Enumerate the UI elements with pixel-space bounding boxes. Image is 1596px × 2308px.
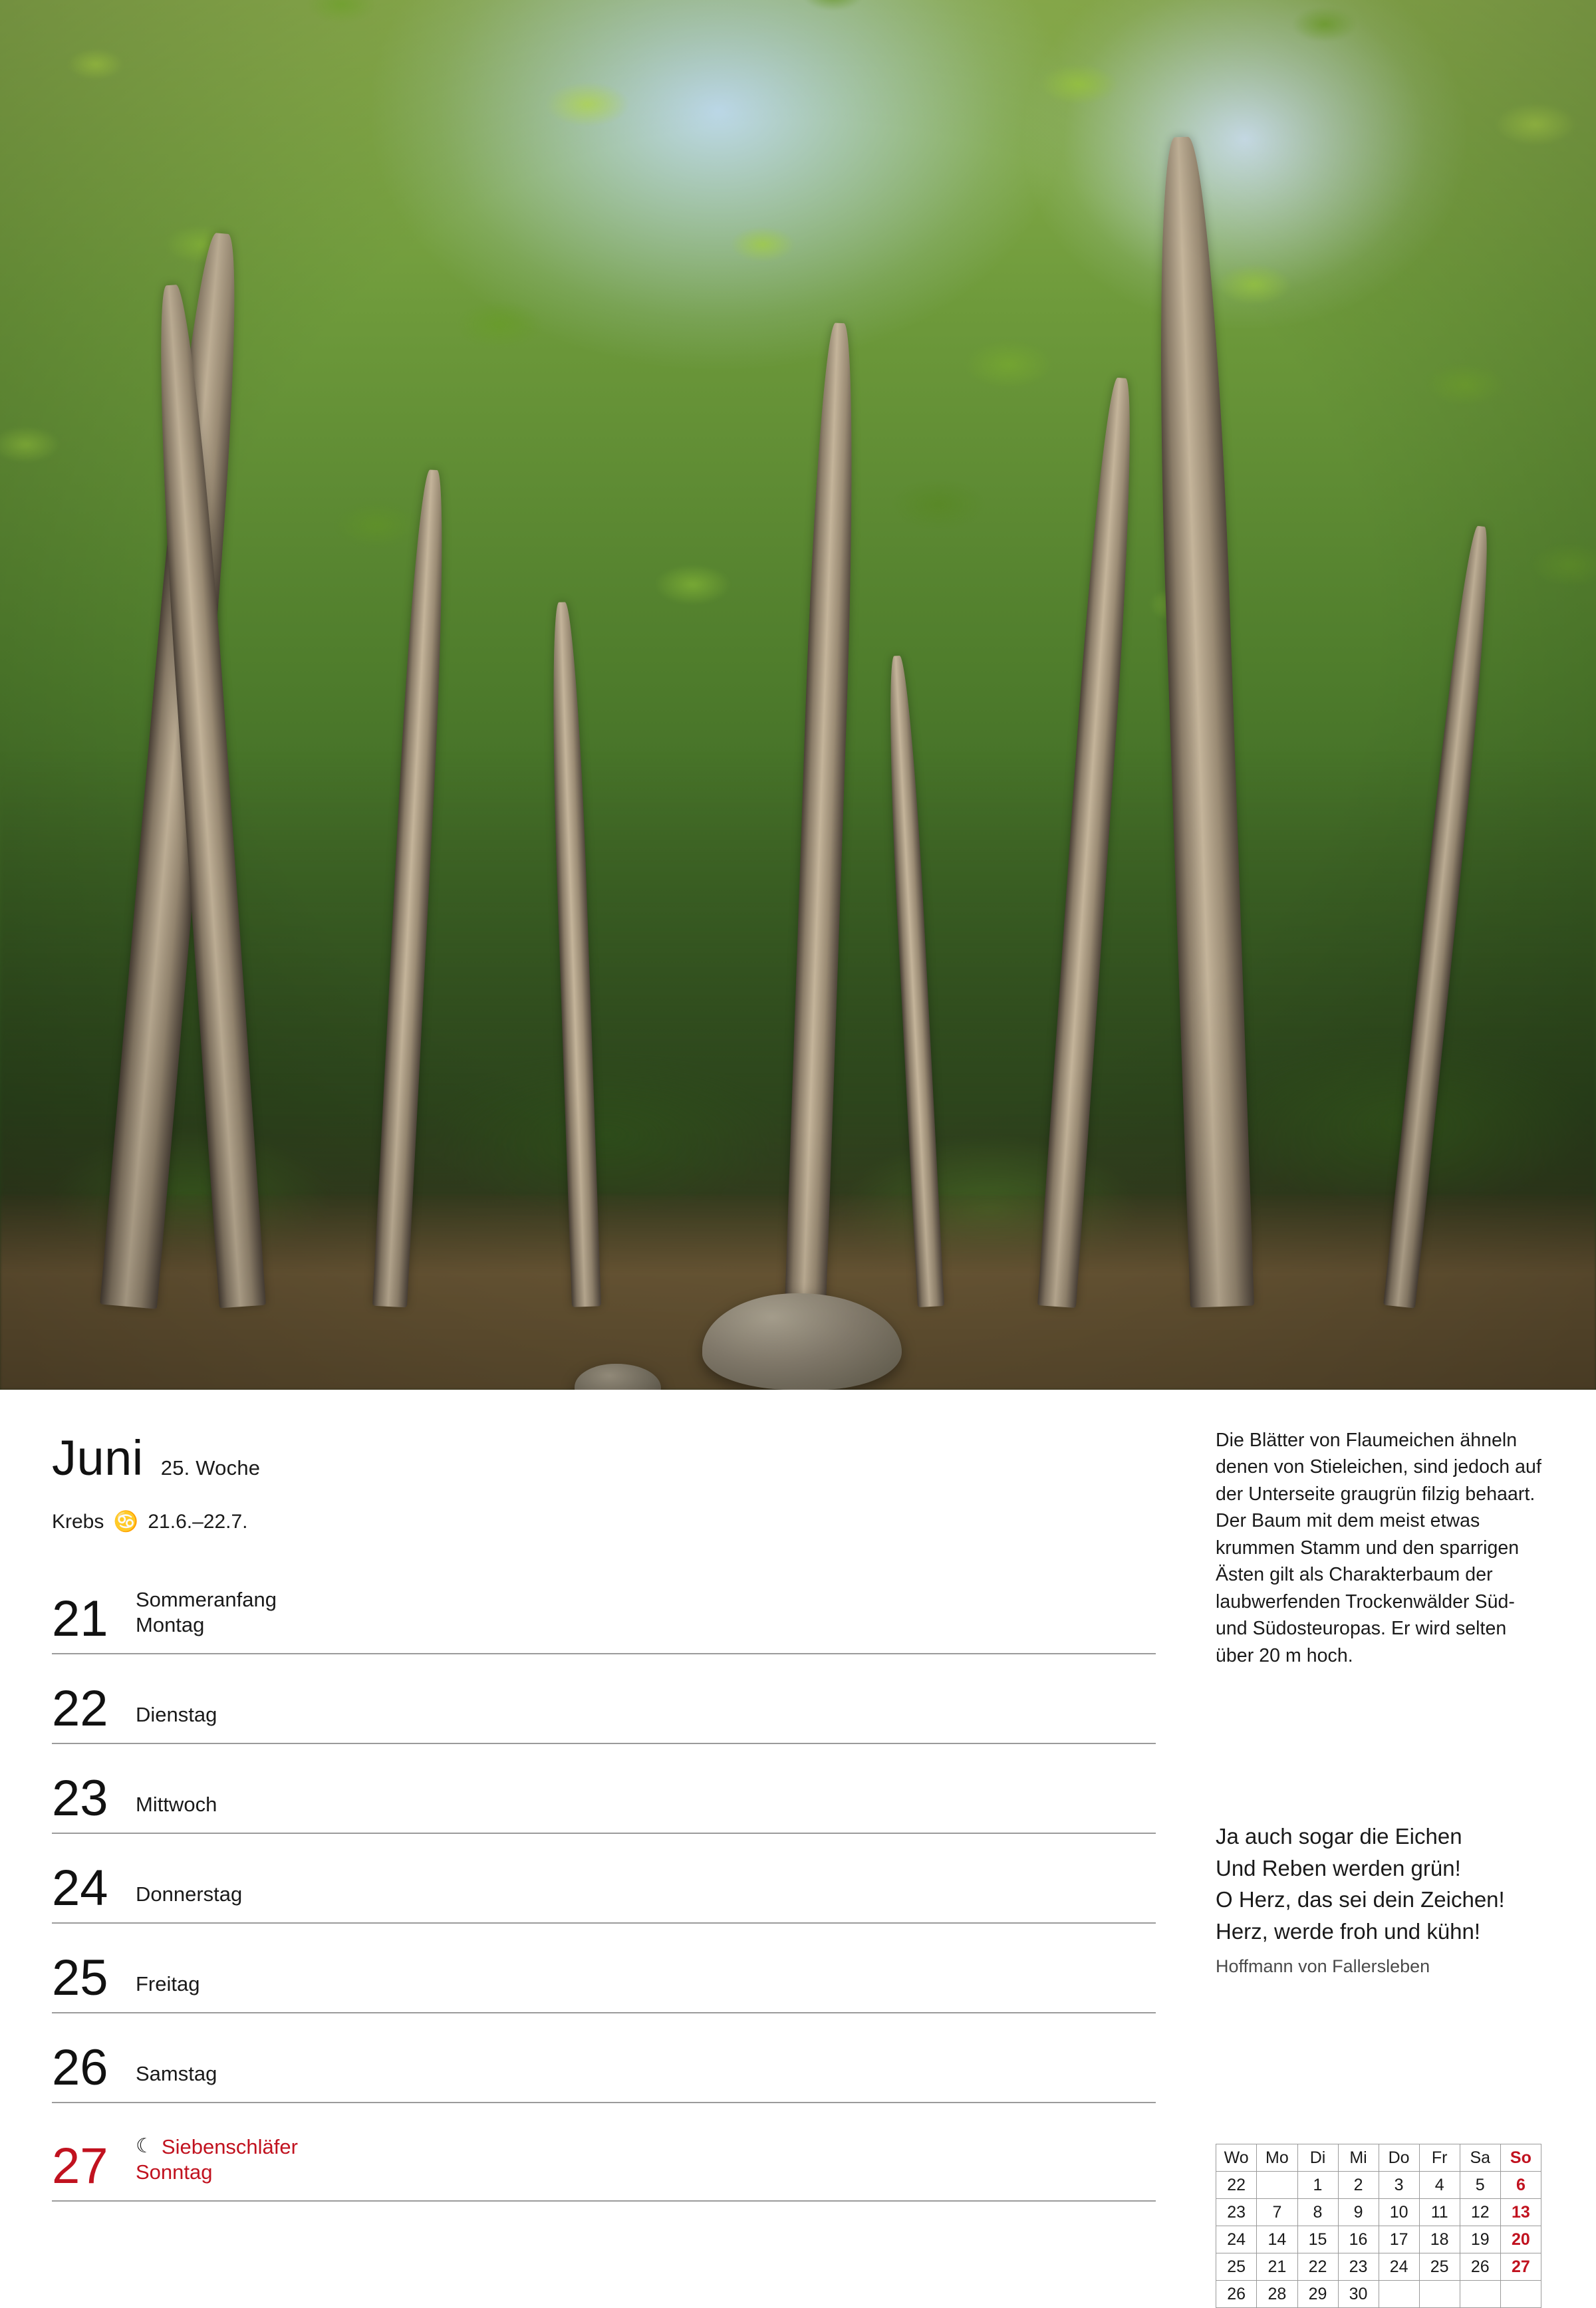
day-weekday: Dienstag	[136, 1703, 217, 1727]
mini-calendar-row	[1216, 2226, 1541, 2253]
mini-header-fr: Fr	[1419, 2144, 1460, 2172]
mini-day-cell: 12	[1460, 2199, 1500, 2226]
mini-week-number: 24	[1216, 2226, 1257, 2253]
mini-day-cell: 2	[1338, 2172, 1379, 2199]
day-number: 26	[52, 2039, 108, 2096]
mini-day-cell: 23	[1338, 2253, 1379, 2281]
day-list	[52, 1556, 1156, 2202]
day-note: Siebenschläfer	[161, 2134, 298, 2158]
mini-day-cell: 3	[1379, 2172, 1419, 2199]
mini-calendar-row	[1216, 2172, 1541, 2199]
mini-day-cell-sunday: 20	[1500, 2226, 1541, 2253]
mini-day-cell: 16	[1338, 2226, 1379, 2253]
mini-calendar-row	[1216, 2281, 1541, 2308]
mini-day-cell: 25	[1419, 2253, 1460, 2281]
day-number: 24	[52, 1859, 108, 1916]
mini-day-cell-sunday	[1500, 2281, 1541, 2308]
day-note-line	[136, 2134, 1156, 2160]
quote-author: Hoffmann von Fallersleben	[1216, 1956, 1430, 1977]
day-number: 22	[52, 1680, 108, 1737]
day-note: Sommeranfang	[136, 1587, 277, 1611]
mini-header-mi: Mi	[1338, 2144, 1379, 2172]
day-row	[52, 2103, 1156, 2202]
mini-day-cell: 8	[1297, 2199, 1338, 2226]
mini-day-cell: 5	[1460, 2172, 1500, 2199]
day-number: 25	[52, 1949, 108, 2006]
week-column	[52, 1430, 1156, 2202]
mini-week-number: 22	[1216, 2172, 1257, 2199]
mini-day-cell: 9	[1338, 2199, 1379, 2226]
day-row	[52, 1744, 1156, 1834]
moon-phase-icon: ☾	[136, 2135, 154, 2158]
zodiac-name: Krebs	[52, 1511, 104, 1533]
mini-calendar-header-row	[1216, 2144, 1541, 2172]
month-mini-calendar	[1216, 2144, 1541, 2308]
day-details	[136, 1587, 1156, 1654]
mini-day-cell: 1	[1297, 2172, 1338, 2199]
mini-day-cell: 7	[1257, 2199, 1297, 2226]
mini-header-di: Di	[1297, 2144, 1338, 2172]
quote-line: Und Reben werden grün!	[1216, 1855, 1461, 1880]
quote-line: O Herz, das sei dein Zeichen!	[1216, 1887, 1505, 1912]
month-name: Juni	[52, 1430, 144, 1485]
month-heading	[52, 1430, 1156, 1485]
day-row	[52, 2013, 1156, 2103]
day-details	[136, 1972, 1156, 2012]
cancer-zodiac-icon: ♋	[113, 1511, 139, 1533]
mini-day-cell: 29	[1297, 2281, 1338, 2308]
mini-day-cell: 24	[1379, 2253, 1419, 2281]
mini-calendar-table	[1216, 2144, 1541, 2308]
mini-calendar-row	[1216, 2199, 1541, 2226]
zodiac-row	[52, 1511, 1156, 1533]
mini-week-number: 26	[1216, 2281, 1257, 2308]
mini-day-cell	[1379, 2281, 1419, 2308]
mini-day-cell-sunday: 27	[1500, 2253, 1541, 2281]
mini-day-cell-sunday: 6	[1500, 2172, 1541, 2199]
quote-block	[1216, 1821, 1543, 1980]
mini-calendar-row	[1216, 2253, 1541, 2281]
zodiac-date-range: 21.6.–22.7.	[148, 1511, 248, 1533]
info-paragraph: Die Blätter von Flaumeichen ähneln denen von Stieleichen, sind jedoch auf der Unterseite graugrün filzig behaart. Der Baum mit dem meist etwas krummen Stamm und den sparrigen Ästen gilt als Charakterbaum der laubwerfenden Trockenwälder Süd- und Südosteuropas. Er wird selten über 20 m hoch.	[1216, 1430, 1541, 1666]
mini-day-cell	[1257, 2172, 1297, 2199]
mini-day-cell-sunday: 13	[1500, 2199, 1541, 2226]
day-number: 23	[52, 1769, 108, 1827]
mini-day-cell: 18	[1419, 2226, 1460, 2253]
day-number: 27	[52, 2137, 108, 2194]
day-weekday: Mittwoch	[136, 1793, 217, 1817]
day-weekday: Freitag	[136, 1972, 200, 1996]
week-number: 25. Woche	[160, 1456, 261, 1479]
day-details	[136, 1882, 1156, 1922]
calendar-body	[0, 1390, 1596, 2303]
mini-day-cell	[1460, 2281, 1500, 2308]
mini-day-cell: 14	[1257, 2226, 1297, 2253]
day-details	[136, 2134, 1156, 2201]
mini-header-so: So	[1500, 2144, 1541, 2172]
mini-week-number: 25	[1216, 2253, 1257, 2281]
mini-day-cell: 11	[1419, 2199, 1460, 2226]
day-number: 21	[52, 1590, 108, 1647]
mini-day-cell: 21	[1257, 2253, 1297, 2281]
mini-day-cell: 10	[1379, 2199, 1419, 2226]
day-row	[52, 1556, 1156, 1654]
mini-day-cell: 17	[1379, 2226, 1419, 2253]
quote-line: Herz, werde froh und kühn!	[1216, 1918, 1481, 1944]
mini-header-mo: Mo	[1257, 2144, 1297, 2172]
mini-header-sa: Sa	[1460, 2144, 1500, 2172]
day-weekday: Sonntag	[136, 2160, 213, 2184]
day-details	[136, 2061, 1156, 2102]
mini-week-number: 23	[1216, 2199, 1257, 2226]
day-details	[136, 1702, 1156, 1743]
mini-day-cell: 19	[1460, 2226, 1500, 2253]
mini-day-cell: 4	[1419, 2172, 1460, 2199]
mini-day-cell	[1419, 2281, 1460, 2308]
day-row	[52, 1834, 1156, 1924]
day-details	[136, 1792, 1156, 1833]
mini-day-cell: 26	[1460, 2253, 1500, 2281]
mini-day-cell: 28	[1257, 2281, 1297, 2308]
side-column	[1216, 1427, 1543, 1980]
quote-line: Ja auch sogar die Eichen	[1216, 1824, 1462, 1849]
day-weekday: Samstag	[136, 2062, 217, 2086]
day-row	[52, 1654, 1156, 1744]
mini-day-cell: 22	[1297, 2253, 1338, 2281]
mini-header-wo: Wo	[1216, 2144, 1257, 2172]
mini-day-cell: 30	[1338, 2281, 1379, 2308]
day-weekday: Montag	[136, 1613, 205, 1637]
day-row	[52, 1924, 1156, 2013]
mini-day-cell: 15	[1297, 2226, 1338, 2253]
mini-header-do: Do	[1379, 2144, 1419, 2172]
day-weekday: Donnerstag	[136, 1882, 243, 1906]
